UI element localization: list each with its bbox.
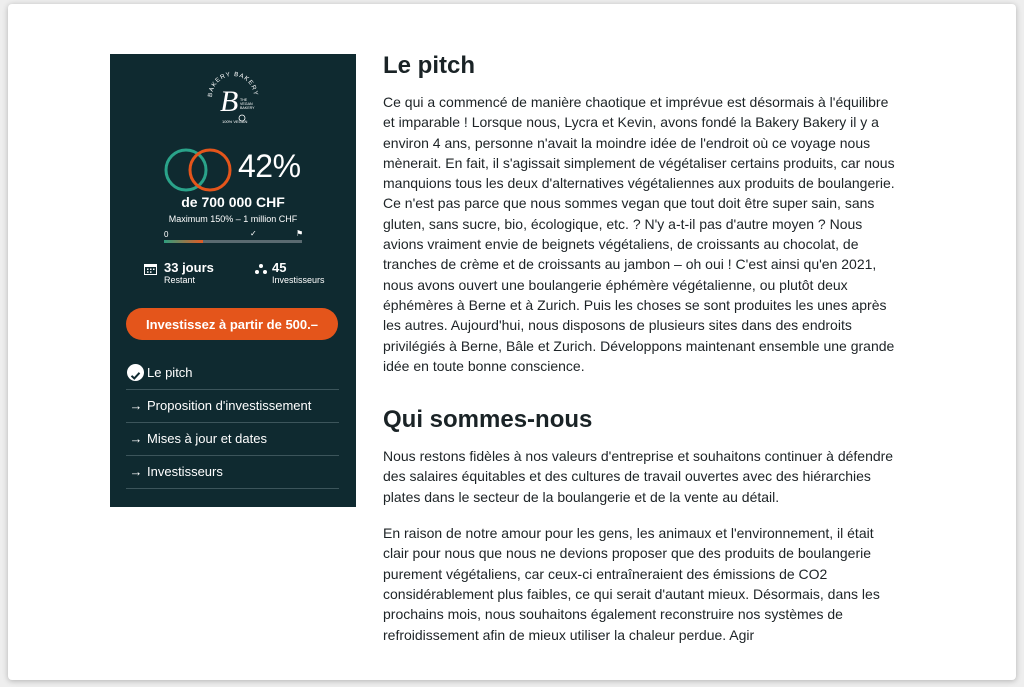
nav-item-updates[interactable] xyxy=(126,423,339,456)
progress-fill xyxy=(164,240,203,243)
page-frame xyxy=(8,4,1016,680)
funding-maximum: Maximum 150% – 1 million CHF xyxy=(168,214,298,224)
arrow-right-icon: → xyxy=(129,464,143,479)
bakery-bakery-logo xyxy=(202,66,264,128)
arrow-right-icon: → xyxy=(129,398,143,413)
section-title-about: Qui sommes-nous xyxy=(383,406,593,434)
nav-item-label: Mises à jour et dates xyxy=(147,431,267,446)
days-label: Restant xyxy=(164,275,196,285)
campaign-sidebar xyxy=(110,54,356,507)
investors-value: 45 xyxy=(272,260,287,275)
invest-button[interactable]: Investissez à partir de 500.– xyxy=(126,308,338,340)
days-value: 33 jours xyxy=(164,260,214,275)
svg-text:THE: THE xyxy=(240,98,248,102)
sidebar-nav xyxy=(126,357,339,489)
svg-text:B: B xyxy=(220,85,239,118)
goal-check-icon: ✓ xyxy=(250,229,257,238)
investors-label: Investisseurs xyxy=(272,275,325,285)
funding-progress-bar xyxy=(164,230,302,244)
nav-item-label: Le pitch xyxy=(147,365,193,380)
svg-text:VEGAN: VEGAN xyxy=(240,102,253,106)
nav-item-investors[interactable] xyxy=(126,456,339,489)
svg-text:100% VEGAN: 100% VEGAN xyxy=(222,119,248,124)
calendar-icon xyxy=(144,263,157,275)
nav-item-investment-proposal[interactable] xyxy=(126,390,339,423)
about-paragraph-2: En raison de notre amour pour les gens, les animaux et l'environnement, il était clair pour nous que nous ne devions proposer que des produits de boulangerie purement végétaliens, car ceux-ci entraîneraient des émissions de CO2 considérablement plus faibles, ce qui serait d'autant mieux. Désormais, dans les prochains mois, nous souhaitons également reconstruire nos systèmes de refroidissement afin de mieux utiliser la chaleur perdue. Agir xyxy=(383,525,880,643)
arrow-right-icon: → xyxy=(129,431,143,446)
flag-icon: ⚑ xyxy=(296,229,304,238)
section-title-pitch: Le pitch xyxy=(383,52,476,79)
progress-track xyxy=(164,240,302,243)
progress-rings-icon xyxy=(164,146,234,194)
pitch-paragraph: Ce qui a commencé de manière chaotique et imprévue est désormais à l'équilibre et imparable ! Lorsque nous, Lycra et Kevin, avons fondé la Bakery Bakery il y a environ 4 ans, personne n'avait la moindre idée de l'endroit où ce voyage nous mènerait. En fait, il s'agissait simplement de végétaliser certains produits, car nous manquions tous les deux d'alternatives végétaliennes aux produits de boulangerie. Ce n'est pas parce que nous sommes vegan que tout doit être super sain, sans gluten, sans sucre, bio, écologique, etc. ? N'y a-t-il pas d'autre moyen ? Nous avions vraiment envie de beignets végétaliens, de croissants au chocolat, de tranches de crème et de croissants au jambon – oh oui ! C'est ainsi qu'en 2021, nous avons ouvert une boulangerie éphémère végétalienne, ou plutôt deux éphémères à Berne et à Zurich. Puis les choses se sont produites les unes après les autres. Aujourd'hui, nous disposons de plusieurs sites dans des endroits privilégiés à Berne, Bâle et Zurich. Développons maintenant ensemble une grande idée en toute bonne conscience. xyxy=(383,94,895,374)
scale-start-label: 0 xyxy=(164,230,169,239)
nav-item-label: Proposition d'investissement xyxy=(147,398,312,413)
nav-item-pitch[interactable] xyxy=(126,357,339,390)
svg-text:BAKERY BAKERY: BAKERY BAKERY xyxy=(206,70,260,98)
about-paragraph-1: Nous restons fidèles à nos valeurs d'entreprise et souhaitons continuer à défendre des salaires équitables et des cultures de travail ouvertes avec des hiérarchies plates dans le secteur de la boulangerie et de la vente au détail. xyxy=(383,448,894,505)
funding-goal: de 700 000 CHF xyxy=(181,194,285,210)
svg-text:BAKERY: BAKERY xyxy=(240,106,255,110)
check-circle-icon xyxy=(127,364,144,381)
nav-item-label: Investisseurs xyxy=(147,464,223,479)
funding-percentage: 42% xyxy=(238,148,301,184)
investors-dots-icon xyxy=(254,263,268,275)
pitch-content xyxy=(383,52,903,645)
